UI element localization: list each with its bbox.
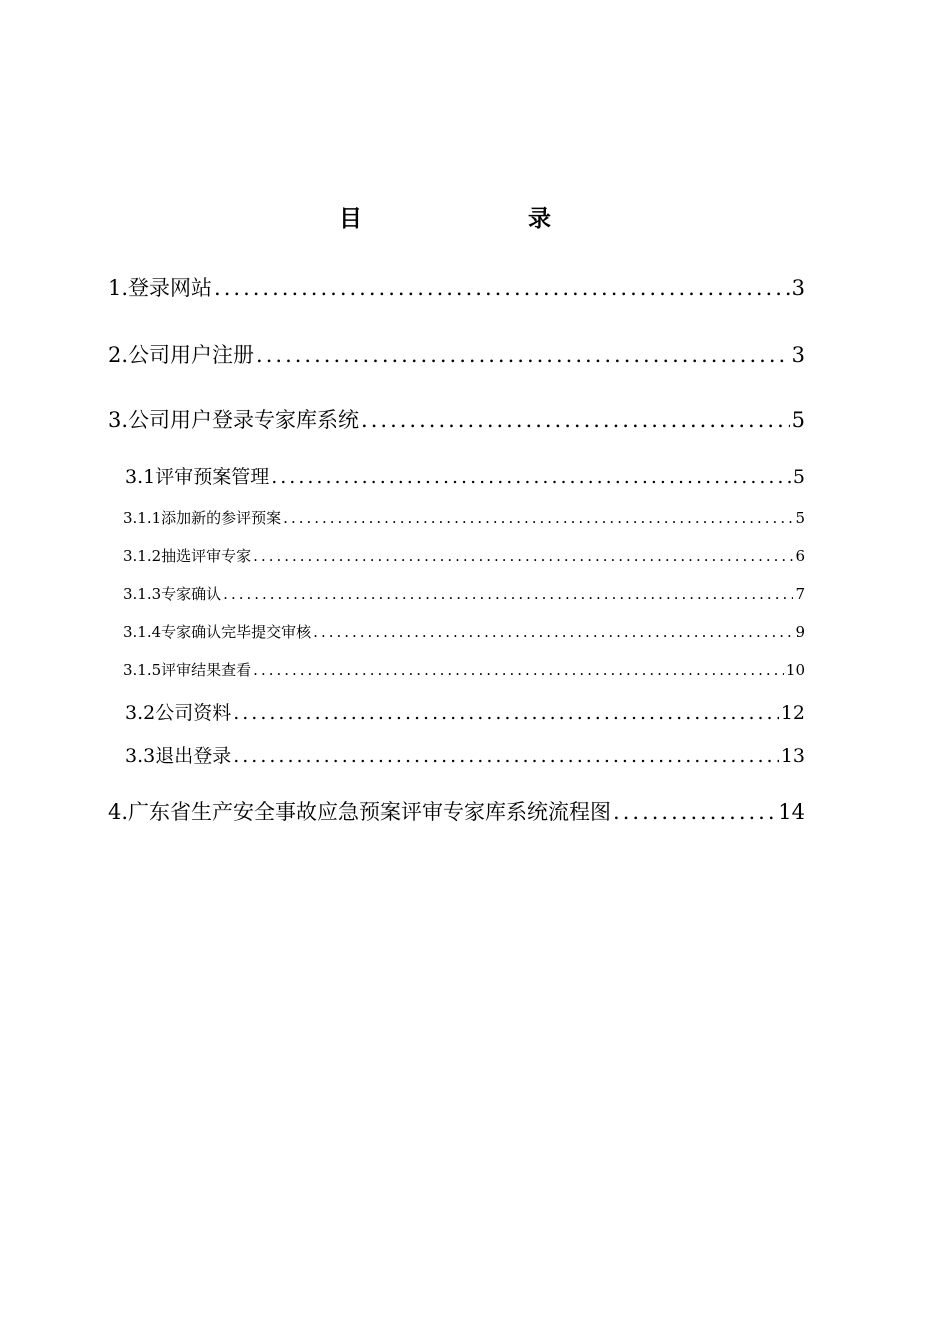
toc-entry[interactable] <box>108 272 805 302</box>
toc-entry-page: 5 <box>792 466 805 488</box>
toc-entry-label: 3.1.5评审结果查看 <box>123 661 252 679</box>
toc-entry[interactable] <box>123 545 805 566</box>
toc-entry-label: 3.1.1添加新的参评预案 <box>123 509 282 527</box>
toc-leader-dots <box>223 585 793 603</box>
toc-entry[interactable] <box>125 698 805 725</box>
toc-leader-dots <box>613 800 776 824</box>
toc-leader-dots <box>361 408 790 432</box>
toc-entry[interactable] <box>108 404 805 434</box>
toc-entry-page: 3 <box>791 276 805 300</box>
toc-leader-dots <box>253 547 793 565</box>
toc-leader-dots <box>253 661 784 679</box>
toc-leader-dots <box>233 702 779 724</box>
toc-leader-dots <box>283 509 793 527</box>
toc-entry-page: 5 <box>791 408 805 432</box>
toc-entry[interactable] <box>123 583 805 604</box>
toc-entry-page: 13 <box>780 745 805 767</box>
toc-entry-page: 6 <box>795 547 805 565</box>
toc-entry[interactable] <box>108 339 805 369</box>
toc-entry[interactable] <box>123 621 805 642</box>
toc-entry-page: 7 <box>795 585 805 603</box>
toc-entry-page: 12 <box>780 702 805 724</box>
toc-title: 目 录 <box>339 205 591 232</box>
toc-entry-page: 14 <box>778 800 805 824</box>
toc-entry-label: 3.1.3专家确认 <box>123 585 222 603</box>
toc-leader-dots <box>214 276 790 300</box>
toc-entry[interactable] <box>123 659 805 680</box>
toc-entry-label: 1.登录网站 <box>108 276 213 300</box>
toc-entry[interactable] <box>125 462 805 489</box>
toc-entry-label: 3.1.2抽选评审专家 <box>123 547 252 565</box>
toc-entry-label: 3.1.4专家确认完毕提交审核 <box>123 623 312 641</box>
toc-entry-label: 3.1评审预案管理 <box>125 466 270 488</box>
toc-leader-dots <box>271 466 791 488</box>
toc-entry-label: 3.2公司资料 <box>125 702 232 724</box>
toc-entry-page: 3 <box>791 343 805 367</box>
toc-entry-page: 10 <box>785 661 805 679</box>
toc-entry[interactable] <box>108 796 805 826</box>
toc-entry-label: 2.公司用户注册 <box>108 343 255 367</box>
toc-entry[interactable] <box>123 507 805 528</box>
toc-leader-dots <box>256 343 790 367</box>
toc-leader-dots <box>233 745 779 767</box>
toc-entry-page: 5 <box>795 509 805 527</box>
toc-entry-label: 3.公司用户登录专家库系统 <box>108 408 360 432</box>
toc-entry-label: 3.3退出登录 <box>125 745 232 767</box>
toc-entry-label: 4.广东省生产安全事故应急预案评审专家库系统流程图 <box>108 800 612 824</box>
toc-entry-page: 9 <box>795 623 805 641</box>
toc-leader-dots <box>313 623 793 641</box>
toc-entry[interactable] <box>125 741 805 768</box>
